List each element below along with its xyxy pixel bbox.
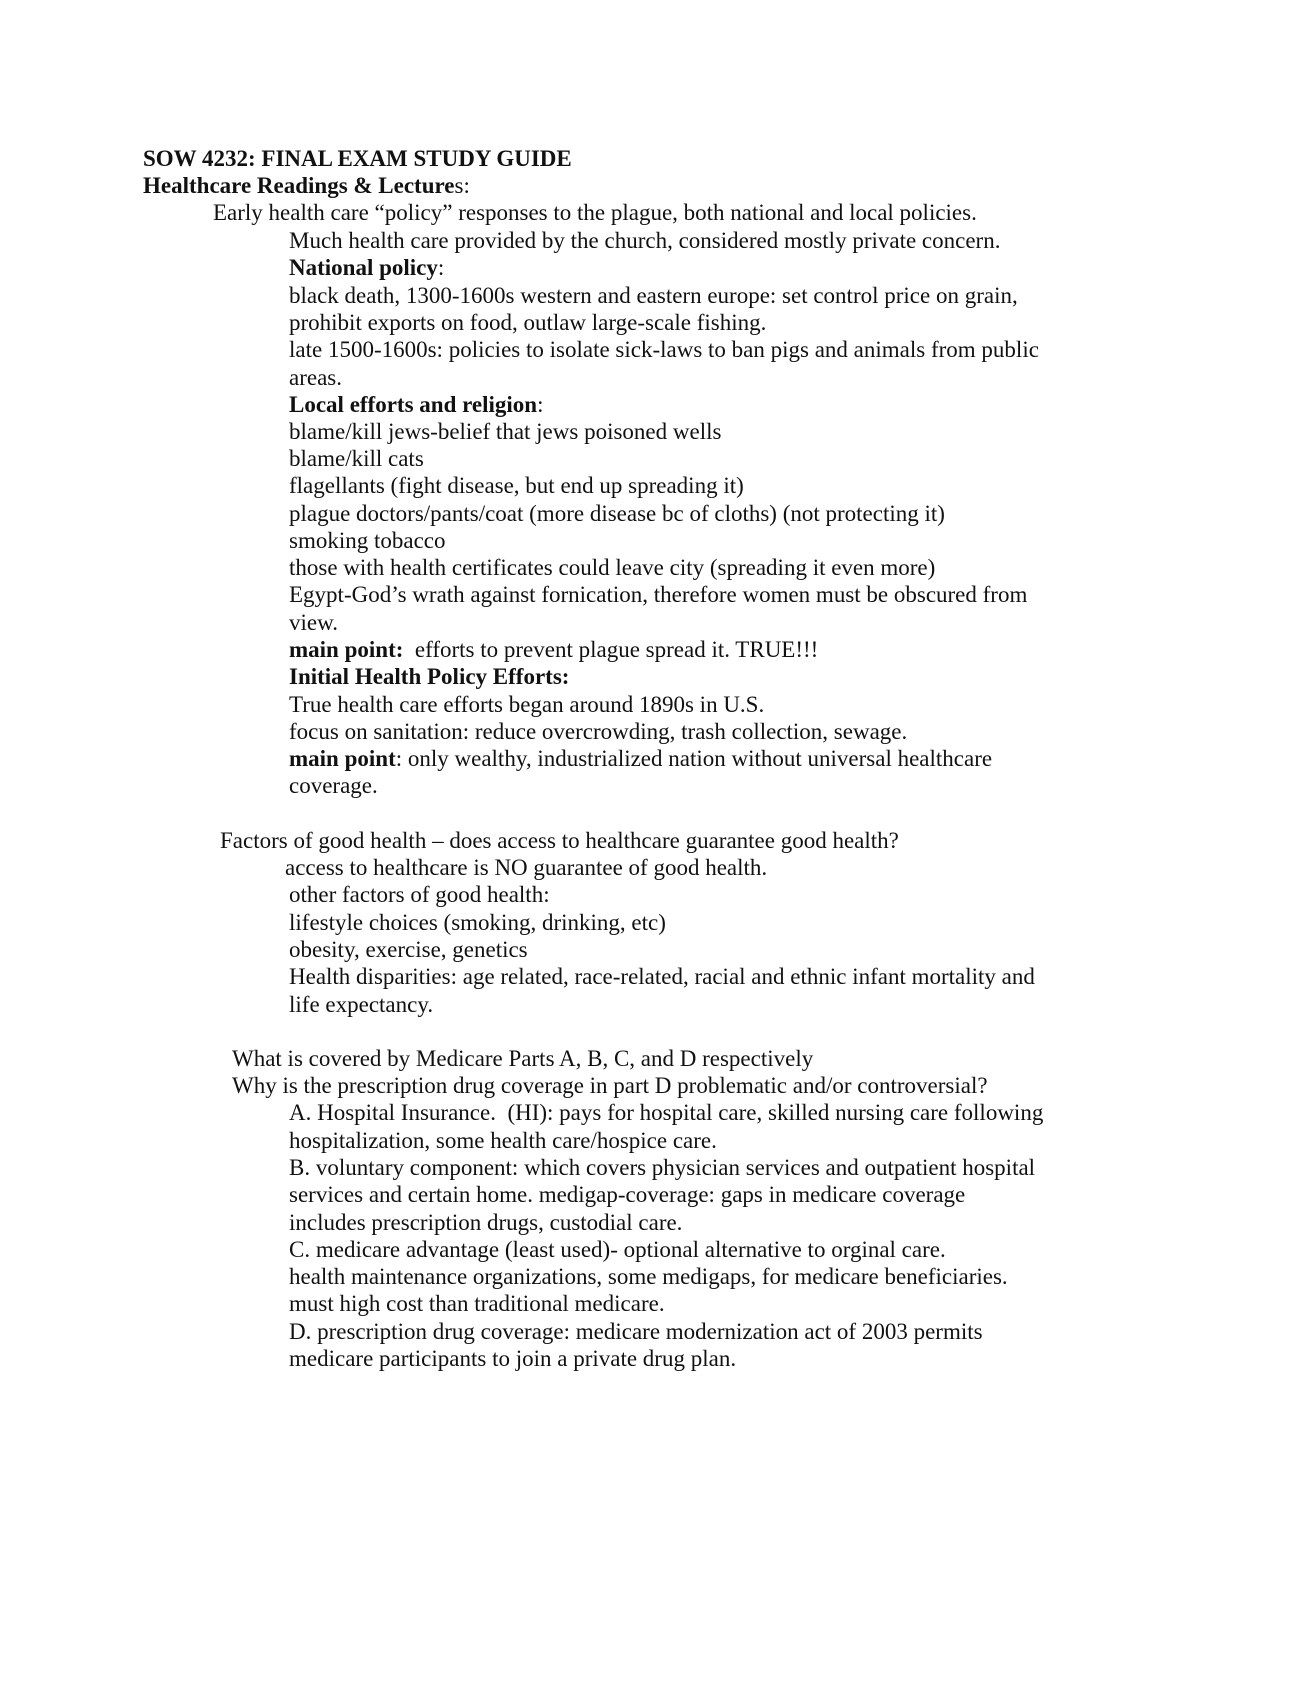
initial-line: focus on sanitation: reduce overcrowding, trash collection, sewage. xyxy=(289,719,908,744)
section3-heading-1: What is covered by Medicare Parts A, B, C, and D respectively xyxy=(232,1046,814,1071)
local-efforts-label xyxy=(289,391,543,419)
initial-line: True health care efforts began around 1890s in U.S. xyxy=(289,692,765,717)
section3-line: B. voluntary component: which covers physician services and outpatient hospital xyxy=(289,1155,1036,1180)
subtitle-tail: s: xyxy=(454,173,470,198)
section3-line: A. Hospital Insurance. (HI): pays for hospital care, skilled nursing care following xyxy=(289,1100,1044,1125)
national-policy-bold: National policy xyxy=(289,255,438,280)
section3-line: medicare participants to join a private drug plan. xyxy=(289,1346,737,1371)
local-line: flagellants (fight disease, but end up spreading it) xyxy=(289,473,744,498)
local-line: blame/kill jews-belief that jews poisoned wells xyxy=(289,419,722,444)
national-line: prohibit exports on food, outlaw large-scale fishing. xyxy=(289,310,767,335)
main-point-1 xyxy=(289,636,818,664)
initial-efforts-label: Initial Health Policy Efforts: xyxy=(289,664,570,689)
section3-line: health maintenance organizations, some medigaps, for medicare beneficiaries. xyxy=(289,1264,1008,1289)
section1-intro: Much health care provided by the church, considered mostly private concern. xyxy=(289,228,1001,253)
section3-line: hospitalization, some health care/hospice care. xyxy=(289,1128,717,1153)
section3-line: must high cost than traditional medicare. xyxy=(289,1291,665,1316)
section2-line: access to healthcare is NO guarantee of good health. xyxy=(285,855,768,880)
main-point-2 xyxy=(289,745,992,773)
national-line: areas. xyxy=(289,365,342,390)
local-line: those with health certificates could leave city (spreading it even more) xyxy=(289,555,936,580)
page-subtitle xyxy=(143,172,470,200)
local-efforts-bold: Local efforts and religion xyxy=(289,392,538,417)
main-point-1-text: efforts to prevent plague spread it. TRUE!!! xyxy=(403,637,819,662)
section2-line: obesity, exercise, genetics xyxy=(289,937,528,962)
page-title: SOW 4232: FINAL EXAM STUDY GUIDE xyxy=(143,146,572,171)
main-point-2-cont: coverage. xyxy=(289,773,378,798)
main-point-2-label: main point xyxy=(289,746,396,771)
section2-line: life expectancy. xyxy=(289,992,434,1017)
section1-heading: Early health care “policy” responses to the plague, both national and local policies. xyxy=(213,200,977,225)
local-line: blame/kill cats xyxy=(289,446,424,471)
local-efforts-colon: : xyxy=(537,392,544,417)
section3-line: D. prescription drug coverage: medicare modernization act of 2003 permits xyxy=(289,1319,983,1344)
national-line: late 1500-1600s: policies to isolate sick-laws to ban pigs and animals from public xyxy=(289,337,1039,362)
local-line: plague doctors/pants/coat (more disease bc of cloths) (not protecting it) xyxy=(289,501,945,526)
section3-line: C. medicare advantage (least used)- optional alternative to orginal care. xyxy=(289,1237,946,1262)
subtitle-bold: Healthcare Readings & Lecture xyxy=(143,173,455,198)
national-policy-colon: : xyxy=(437,255,445,280)
main-point-2-text: : only wealthy, industrialized nation without universal healthcare xyxy=(395,746,993,771)
section3-line: includes prescription drugs, custodial care. xyxy=(289,1210,683,1235)
section3-heading-2: Why is the prescription drug coverage in part D problematic and/or controversial? xyxy=(232,1073,988,1098)
local-line: view. xyxy=(289,610,338,635)
section2-line: other factors of good health: xyxy=(289,882,550,907)
section2-line: Health disparities: age related, race-related, racial and ethnic infant mortality and xyxy=(289,964,1035,989)
section2-line: lifestyle choices (smoking, drinking, etc) xyxy=(289,910,666,935)
national-line: black death, 1300-1600s western and eastern europe: set control price on grain, xyxy=(289,283,1018,308)
local-line: smoking tobacco xyxy=(289,528,446,553)
national-policy-label xyxy=(289,254,444,282)
local-line: Egypt-God’s wrath against fornication, therefore women must be obscured from xyxy=(289,582,1028,607)
main-point-1-label: main point: xyxy=(289,637,404,662)
section2-heading: Factors of good health – does access to healthcare guarantee good health? xyxy=(220,828,899,853)
section3-line: services and certain home. medigap-coverage: gaps in medicare coverage xyxy=(289,1182,966,1207)
